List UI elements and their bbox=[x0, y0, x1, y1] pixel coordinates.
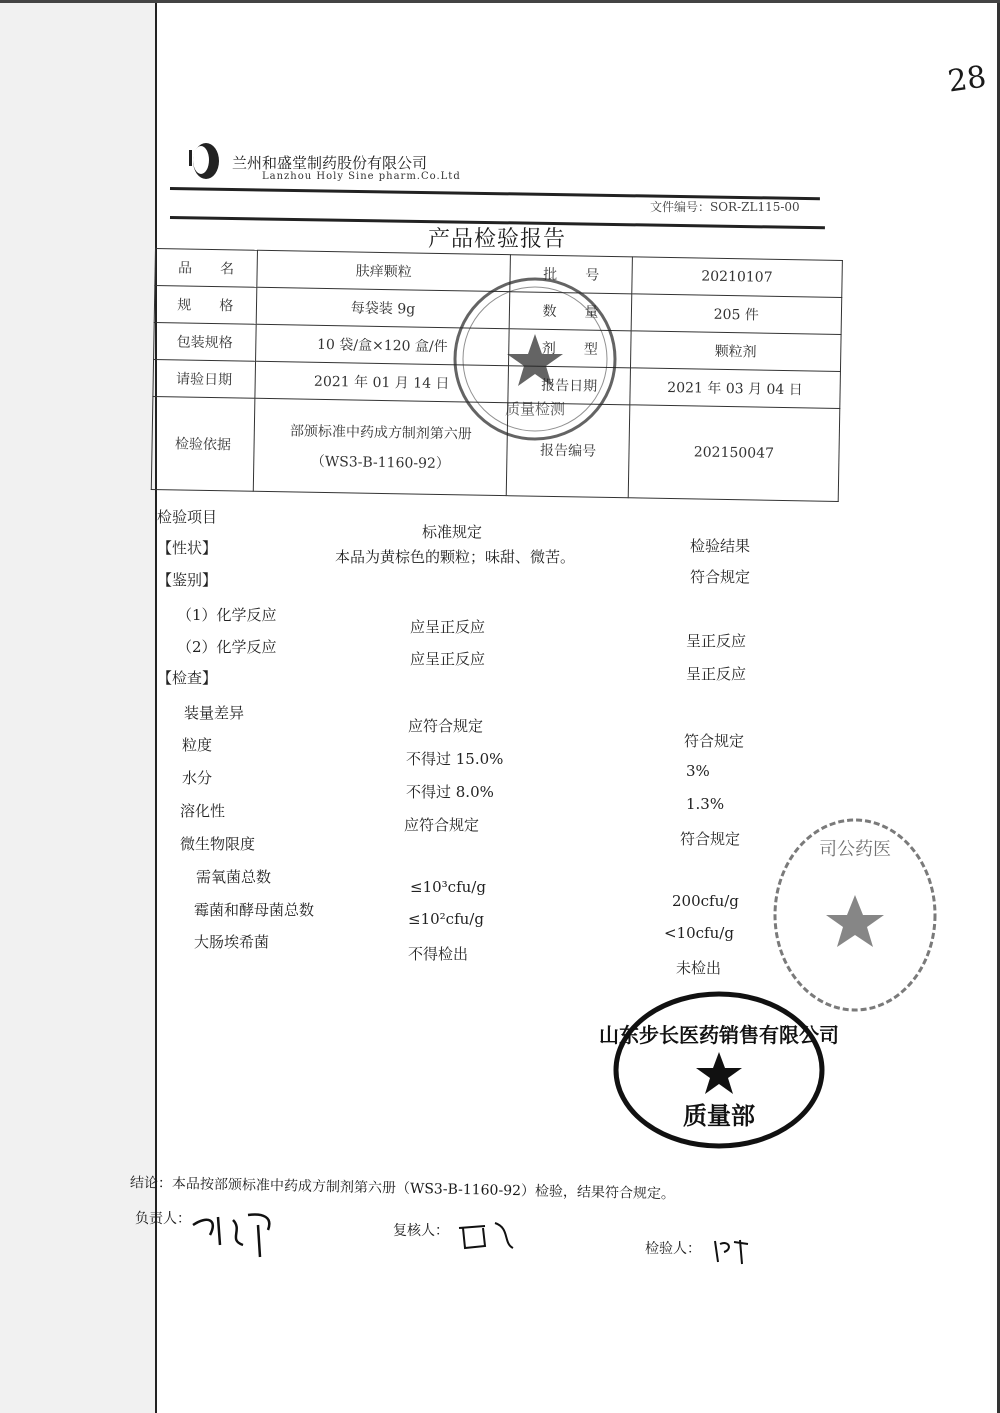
moisture-item: 水分 bbox=[182, 769, 213, 787]
sales-stamp-company: 山东步长医药销售有限公司 bbox=[599, 1023, 839, 1047]
company-name-cn: 兰州和盛堂制药股份有限公司 bbox=[232, 154, 428, 172]
ident2-result: 呈正反应 bbox=[686, 665, 747, 683]
report-title: 产品检验报告 bbox=[428, 227, 567, 252]
qty-label: 数 量 bbox=[510, 292, 632, 331]
granule-item: 粒度 bbox=[182, 736, 213, 754]
company-stamp-right-text: 司公药医 bbox=[819, 839, 891, 860]
form-value: 颗粒剂 bbox=[630, 331, 841, 372]
fill-variance-item: 装量差异 bbox=[184, 704, 245, 722]
scan-edge-line bbox=[155, 0, 157, 1413]
inspector-signature bbox=[712, 1236, 752, 1266]
scan-top-edge bbox=[0, 0, 1000, 3]
aerobic-standard: ≤10³cfu/g bbox=[410, 878, 486, 896]
form-label: 剂 型 bbox=[509, 329, 631, 368]
request-date-label: 请验日期 bbox=[153, 359, 255, 398]
sales-quality-stamp bbox=[599, 990, 839, 1150]
scan-margin bbox=[0, 0, 155, 1413]
solubility-result: 符合规定 bbox=[680, 830, 741, 848]
name-value: 肤痒颗粒 bbox=[257, 250, 511, 291]
batch-value: 20210107 bbox=[632, 257, 843, 298]
fill-variance-result: 符合规定 bbox=[684, 732, 745, 750]
fill-variance-standard: 应符合规定 bbox=[408, 717, 484, 735]
report-no-value: 202150047 bbox=[628, 405, 840, 502]
ecoli-result: 未检出 bbox=[676, 959, 722, 977]
report-date-label: 报告日期 bbox=[508, 366, 630, 405]
report-no-label: 报告编号 bbox=[507, 403, 630, 498]
pack-label: 包装规格 bbox=[154, 322, 256, 361]
ident1-standard: 应呈正反应 bbox=[410, 618, 486, 636]
moisture-standard: 不得过 8.0% bbox=[406, 783, 494, 801]
identification-heading: 【鉴别】 bbox=[157, 571, 218, 589]
granule-standard: 不得过 15.0% bbox=[406, 750, 504, 768]
appearance-standard: 本品为黄棕色的颗粒；味甜、微苦。 bbox=[335, 548, 576, 566]
sales-stamp-dept: 质量部 bbox=[683, 1101, 755, 1130]
aerobic-result: 200cfu/g bbox=[672, 892, 739, 910]
spec-label: 规 格 bbox=[154, 286, 256, 325]
qc-stamp-text: 质量检测 bbox=[504, 400, 566, 418]
mold-item: 霉菌和酵母菌总数 bbox=[194, 901, 315, 919]
appearance-heading: 【性状】 bbox=[157, 539, 218, 557]
ident2-item: （2）化学反应 bbox=[177, 638, 277, 656]
company-logo-icon bbox=[186, 140, 222, 182]
document-number: 文件编号：SOR-ZL115-00 bbox=[650, 200, 800, 214]
appearance-result: 符合规定 bbox=[690, 568, 751, 586]
conclusion-text: 结论：本品按部颁标准中药成方制剂第六册（WS3-B-1160-92）检验，结果符合规定。 bbox=[129, 1175, 676, 1203]
spec-value: 每袋装 9g bbox=[256, 287, 510, 328]
solubility-standard: 应符合规定 bbox=[404, 816, 480, 834]
aerobic-item: 需氧菌总数 bbox=[196, 868, 272, 886]
responsible-signature bbox=[188, 1205, 288, 1260]
report-date-value: 2021 年 03 月 04 日 bbox=[630, 368, 841, 409]
basis-value-line1: 部颁标准中药成方制剂第六册 bbox=[289, 423, 473, 443]
qty-value: 205 件 bbox=[631, 294, 842, 335]
moisture-result: 1.3% bbox=[686, 795, 725, 813]
ecoli-item: 大肠埃希菌 bbox=[194, 933, 270, 951]
granule-result: 3% bbox=[686, 762, 710, 780]
company-name-en: Lanzhou Holy Sine pharm.Co.Ltd bbox=[262, 171, 461, 182]
reviewer-signature bbox=[455, 1218, 515, 1253]
reviewer-label: 复核人： bbox=[393, 1223, 449, 1239]
corner-handwritten-number: 28 bbox=[945, 59, 989, 100]
company-stamp-right bbox=[770, 815, 940, 1015]
ecoli-standard: 不得检出 bbox=[408, 945, 469, 963]
ident1-result: 呈正反应 bbox=[686, 632, 747, 650]
name-label: 品 名 bbox=[155, 249, 257, 288]
col-result-header: 检验结果 bbox=[690, 537, 751, 555]
mold-result: <10cfu/g bbox=[664, 924, 734, 942]
col-standard-header: 标准规定 bbox=[422, 523, 483, 541]
basis-value-line2: （WS3-B-1160-92） bbox=[310, 453, 451, 473]
inspector-label: 检验人： bbox=[645, 1241, 701, 1257]
qc-stamp bbox=[450, 274, 620, 444]
pack-value: 10 袋/盒×120 盒/件 bbox=[255, 324, 509, 365]
batch-label: 批 号 bbox=[510, 255, 632, 294]
check-heading: 【检查】 bbox=[157, 669, 218, 687]
solubility-item: 溶化性 bbox=[180, 802, 226, 820]
col-item-header: 检验项目 bbox=[157, 508, 218, 526]
request-date-value: 2021 年 01 月 14 日 bbox=[255, 361, 509, 402]
microbial-item: 微生物限度 bbox=[180, 835, 256, 853]
responsible-label: 负责人： bbox=[135, 1211, 191, 1227]
basis-label: 检验依据 bbox=[151, 396, 254, 491]
ident2-standard: 应呈正反应 bbox=[410, 650, 486, 668]
mold-standard: ≤10²cfu/g bbox=[408, 910, 484, 928]
ident1-item: （1）化学反应 bbox=[177, 606, 277, 624]
